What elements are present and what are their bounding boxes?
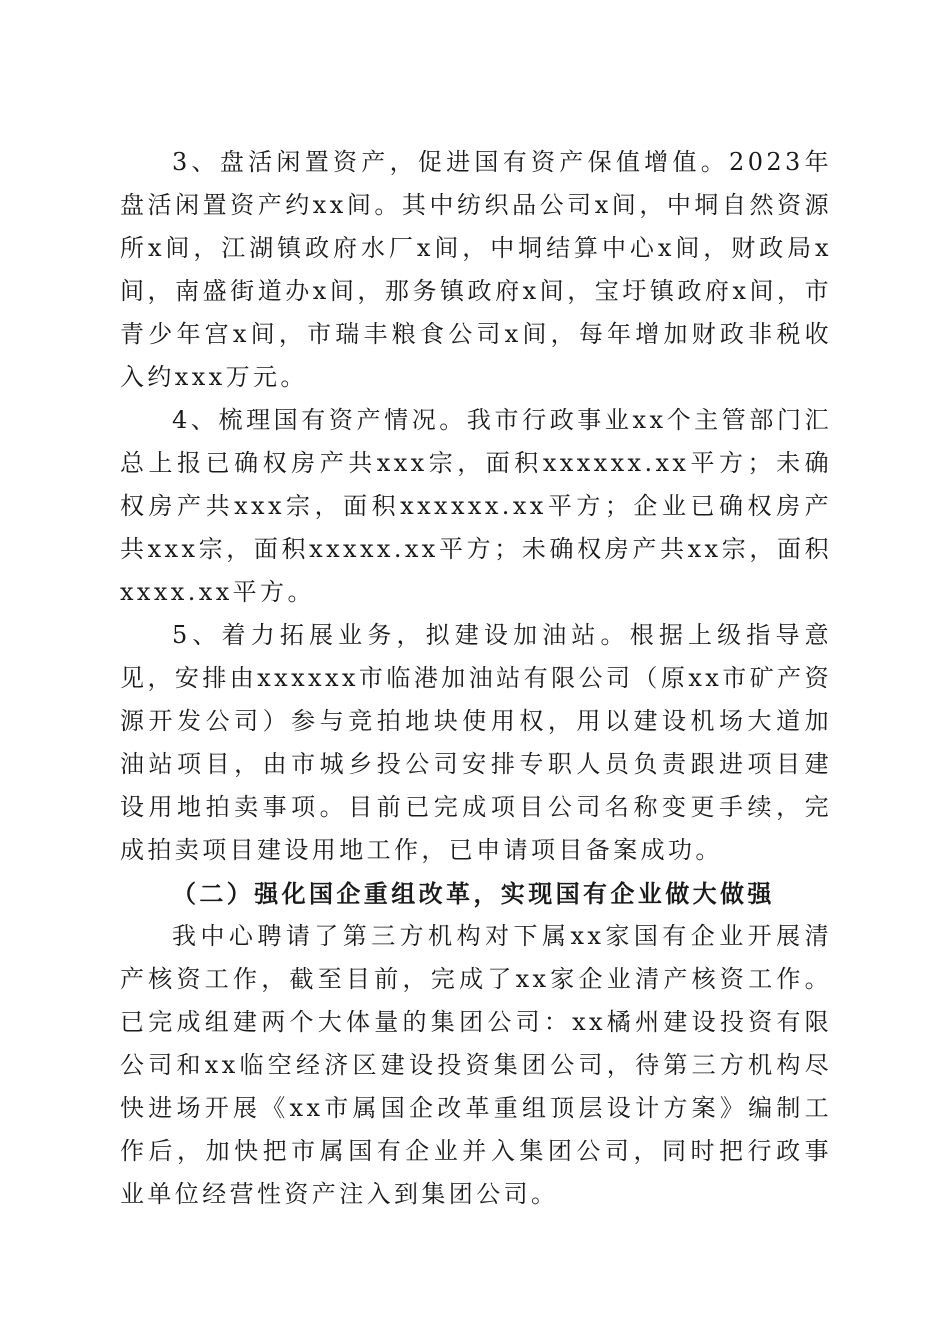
paragraph-asset-revitalization: 3、盘活闲置资产，促进国有资产保值增值。2023年盘活闲置资产约xx间。其中纺织品公司x间，中垌自然资源所x间，江湖镇政府水厂x间，中垌结算中心x间，财政局x间，南盛街道办x间，那务镇政府x间，宝圩镇政府x间，市青少年宫x间，市瑞丰粮食公司x间，每年增加财政非税收入约xxx万元。	[120, 148, 832, 391]
section-heading-reform: （二）强化国企重组改革，实现国有企业做大做强	[172, 879, 775, 908]
paragraph-restructuring: 我中心聘请了第三方机构对下属xx家国有企业开展清产核资工作，截至目前，完成了xx家企业清产核资工作。已完成组建两个大体量的集团公司：xx橘州建设投资有限公司和xx临空经济区建设投资集团公司，待第三方机构尽快进场开展《xx市属国企改革重组顶层设计方案》编制工作后，加快把市属国有企业并入集团公司，同时把行政事业单位经营性资产注入到集团公司。	[120, 922, 832, 1208]
paragraph-asset-review: 4、梳理国有资产情况。我市行政事业xx个主管部门汇总上报已确权房产共xxx宗，面积xxxxxx.xx平方；未确权房产共xxx宗，面积xxxxxx.xx平方；企业已确权房产共xxx宗，面积xxxxx.xx平方；未确权房产共xx宗，面积xxxx.xx平方。	[120, 406, 832, 606]
paragraph-gas-station: 5、着力拓展业务，拟建设加油站。根据上级指导意见，安排由xxxxxx市临港加油站有限公司（原xx市矿产资源开发公司）参与竞拍地块使用权，用以建设机场大道加油站项目，由市城乡投公司安排专职人员负责跟进项目建设用地拍卖事项。目前已完成项目公司名称变更手续，完成拍卖项目建设用地工作，已申请项目备案成功。	[120, 621, 832, 864]
document-body	[120, 141, 832, 1216]
